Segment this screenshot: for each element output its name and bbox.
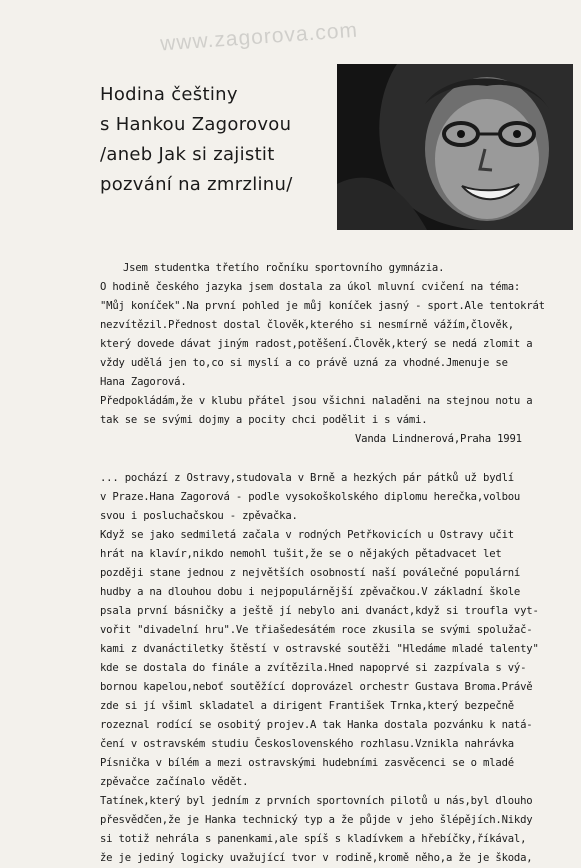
signature-line: Vanda Lindnerová,Praha 1991 bbox=[355, 433, 522, 445]
body-line: bornou kapelou,neboť soutěžící doprovázel orchestr Gustava Broma.Právě bbox=[100, 681, 533, 693]
intro-line: který dovede dávat jiným radost,potěšení.Člověk,který se nedá zlomit a bbox=[100, 338, 533, 350]
body-line: přesvědčen,že je Hanka technický typ a že půjde v jeho šlépějích.Nikdy bbox=[100, 814, 533, 826]
title-line: Hodina češtiny bbox=[100, 84, 238, 105]
portrait-photo bbox=[337, 64, 573, 230]
body-line: hrát na klavír,nikdo nemohl tušit,že se o nějakých pětadvacet let bbox=[100, 548, 502, 560]
watermark-text: www.zagorova.com bbox=[159, 18, 359, 56]
title-line: s Hankou Zagorovou bbox=[100, 114, 292, 135]
intro-line: Předpokládám,že v klubu přátel jsou všichni naladěni na stejnou notu a bbox=[100, 395, 533, 407]
body-line: si totiž nehrála s panenkami,ale spíš s kladívkem a hřebíčky,říkával, bbox=[100, 833, 527, 845]
intro-line: tak se se svými dojmy a pocity chci podělit i s vámi. bbox=[100, 414, 428, 426]
title-line: /aneb Jak si zajistit bbox=[100, 144, 275, 165]
body-line: v Praze.Hana Zagorová - podle vysokoškolského diplomu herečka,volbou bbox=[100, 491, 521, 503]
intro-line: "Můj koníček".Na první pohled je můj koníček jasný - sport.Ale tentokrát bbox=[100, 300, 545, 312]
intro-line: Hana Zagorová. bbox=[100, 376, 187, 388]
intro-line: O hodině českého jazyka jsem dostala za úkol mluvní cvičení na téma: bbox=[100, 281, 521, 293]
intro-line: Jsem studentka třetího ročníku sportovního gymnázia. bbox=[123, 262, 445, 274]
article-title bbox=[100, 80, 340, 200]
body-line: hudby a na dlouhou dobu i nejpopulárnější zpěvačkou.V základní škole bbox=[100, 586, 521, 598]
body-line: Písnička v bílém a mezi ostravskými hudebními zasvěcenci se o mladé bbox=[100, 757, 514, 769]
body-line: kde se dostala do finále a zvítězila.Hned napoprvé si zazpívala s vý- bbox=[100, 662, 527, 674]
body-line: zde si jí všiml skladatel a dirigent František Trnka,který bezpečně bbox=[100, 700, 514, 712]
body-line: kami z dvanáctiletky štěstí v ostravské soutěži "Hledáme mladé talenty" bbox=[100, 643, 539, 655]
body-line: Tatínek,který byl jedním z prvních sportovních pilotů u nás,byl dlouho bbox=[100, 795, 533, 807]
body-line: vořit "divadelní hru".Ve třiašedesátém roce zkusila se svými spolužač- bbox=[100, 624, 533, 636]
body-line: psala první básničky a ještě jí nebylo ani dvanáct,když si troufla vyt- bbox=[100, 605, 539, 617]
body-line: že je jediný logicky uvažující tvor v rodině,kromě něho,a že je škoda, bbox=[100, 852, 533, 864]
body-line: Když se jako sedmiletá začala v rodných Petřkovicích u Ostravy učit bbox=[100, 529, 514, 541]
article-body bbox=[100, 259, 570, 868]
body-line: čení v ostravském studiu Československého rozhlasu.Vznikla nahrávka bbox=[100, 738, 514, 750]
body-line: svou i posluchačskou - zpěvačka. bbox=[100, 510, 298, 522]
body-line: rozeznal rodící se osobitý projev.A tak Hanka dostala pozvánku k natá- bbox=[100, 719, 533, 731]
intro-line: nezvítězil.Přednost dostal člověk,kterého si nesmírně vážím,člověk, bbox=[100, 319, 514, 331]
body-line: ... pochází z Ostravy,studovala v Brně a hezkých pár pátků už bydlí bbox=[100, 472, 514, 484]
body-line: později stane jednou z největších osobností naší poválečné populární bbox=[100, 567, 521, 579]
title-line: pozvání na zmrzlinu/ bbox=[100, 174, 293, 195]
body-line: zpěvačce začínalo vědět. bbox=[100, 776, 249, 788]
intro-line: vždy udělá jen to,co si myslí a co právě uzná za vhodné.Jmenuje se bbox=[100, 357, 508, 369]
